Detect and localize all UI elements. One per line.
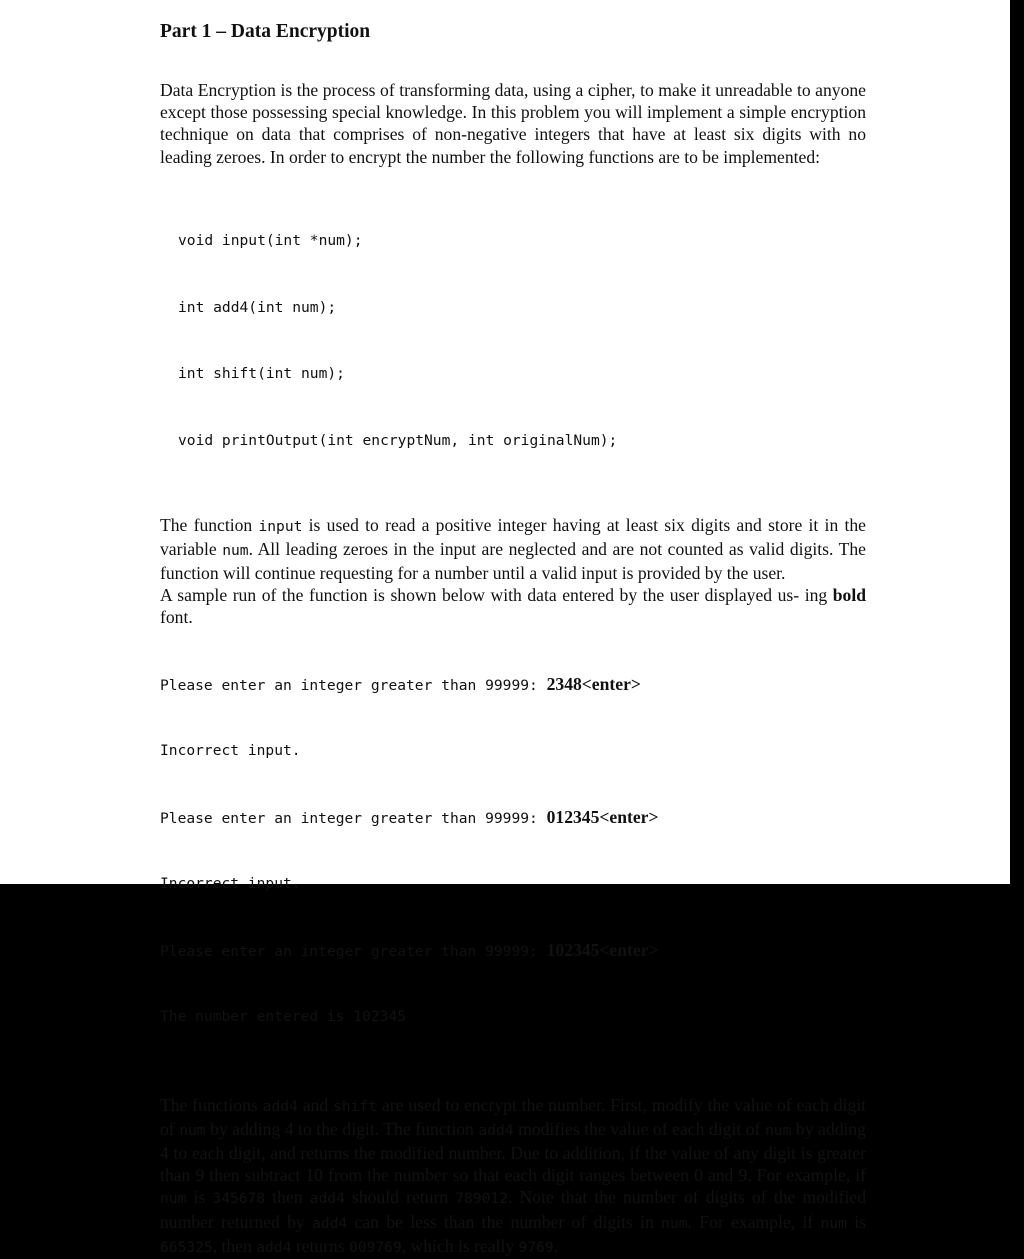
text: , which is really [401, 1235, 519, 1256]
text: , then [212, 1235, 257, 1256]
text: . Note that the number of digits of the modified number returned by [160, 1187, 866, 1232]
document-content [160, 18, 866, 1259]
prompt-text: The number entered is 102345 [160, 1007, 407, 1025]
run-line [160, 1006, 866, 1028]
code-inline: 9769 [518, 1238, 554, 1256]
text: should return [344, 1187, 456, 1208]
run-line [160, 873, 866, 895]
text: The function [160, 514, 259, 535]
code-inline: num [222, 541, 249, 559]
text: can be less than the number of digits in [347, 1211, 662, 1232]
sample-run-intro [160, 584, 866, 628]
code-inline: add4 [312, 1214, 348, 1232]
code-inline: add4 [256, 1238, 292, 1256]
text: . [553, 1235, 559, 1256]
text: by adding 4 to the digit. The function [205, 1118, 479, 1139]
prompt-text: Please enter an integer greater than 99999: [160, 810, 547, 828]
code-inline: num [820, 1214, 847, 1232]
code-inline: num [765, 1121, 792, 1139]
run-line [160, 939, 866, 961]
text: returns [291, 1235, 350, 1256]
intro-paragraph: Data Encryption is the process of transforming data, using a cipher, to make it unreadable to anyone except those possessing special knowledge. In this problem you will implement a simple encryption technique on data that comprises of non-negative integers that have at least six digits with no leading zeroes. In order to encrypt the number the following functions are to be implemented: [160, 80, 866, 167]
text: and [297, 1094, 334, 1115]
add4-shift-paragraph [160, 1094, 866, 1259]
user-input: 2348<enter> [546, 674, 641, 695]
spacer [160, 1073, 866, 1094]
bold-word: bold [832, 585, 866, 606]
sample-run-output [160, 629, 866, 1073]
code-inline: 345678 [212, 1190, 266, 1208]
code-inline: 789012 [455, 1190, 508, 1208]
text: then [265, 1187, 310, 1208]
code-inline: shift [333, 1097, 378, 1115]
prompt-text: Please enter an integer greater than 99999: [160, 677, 547, 695]
run-line [160, 740, 866, 762]
code-inline: num [179, 1121, 206, 1139]
text: is used to read a positive integer having at least six digits and store it in the variable [160, 514, 866, 559]
code-inline: 009769 [349, 1238, 402, 1256]
text: by adding 4 to each digit, and returns the modified number. Due to addition, if the value of any digit is greater than 9 then subtract 10 from the number so that each digit ranges between 0 and 9. For example, if [160, 1118, 866, 1186]
code-line-shift: int shift(int num); [178, 365, 345, 383]
text: are used to encrypt the number. First, modify the value of each digit of [160, 1094, 866, 1139]
prompt-text: Please enter an integer greater than 99999: [160, 943, 547, 961]
code-inline: num [661, 1214, 688, 1232]
prompt-text: Incorrect input. [160, 741, 301, 759]
code-inline: 665325 [160, 1238, 213, 1256]
user-input: 012345<enter> [546, 807, 659, 828]
run-line [160, 673, 866, 695]
text: The functions [160, 1094, 263, 1115]
function-signatures-code [178, 186, 866, 497]
user-input: 102345<enter> [546, 940, 659, 961]
text: font. [160, 607, 193, 628]
prompt-text: Incorrect input. [160, 874, 301, 892]
section-title: Part 1 – Data Encryption [160, 21, 371, 42]
code-inline: num [160, 1190, 187, 1208]
text: A sample run of the function is shown below with data entered by the user displayed us- ing [160, 585, 833, 606]
text: modifies the value of each digit of [513, 1118, 766, 1139]
code-inline: add4 [478, 1121, 514, 1139]
text: . For example, if [687, 1211, 821, 1232]
text: is [186, 1187, 213, 1208]
code-inline: add4 [309, 1190, 345, 1208]
code-inline: input [258, 517, 303, 535]
run-line [160, 806, 866, 828]
code-inline: add4 [262, 1097, 298, 1115]
code-line-input: void input(int *num); [178, 232, 363, 250]
text: . All leading zeroes in the input are neglected and are not counted as valid digits. The function will continue requesting for a number until a valid input is provided by the user. [160, 538, 866, 583]
code-line-printoutput: void printOutput(int encryptNum, int originalNum); [178, 432, 618, 449]
input-function-paragraph [160, 514, 866, 585]
text: is [846, 1211, 866, 1232]
code-line-add4: int add4(int num); [178, 298, 337, 316]
